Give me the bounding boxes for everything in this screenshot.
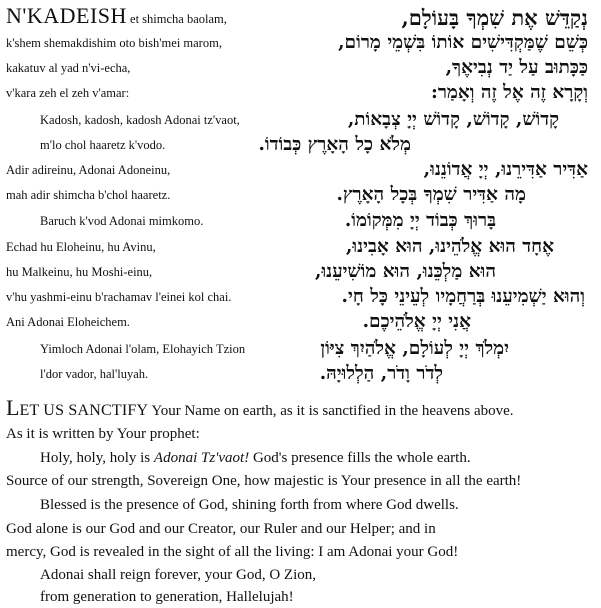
transliteration: l'dor vador, hal'luyah. — [40, 367, 149, 381]
kedushah-line-3 — [0, 56, 601, 81]
kedushah-line-15 — [0, 362, 601, 387]
kedushah-line-6 — [0, 133, 601, 158]
transliteration: hu Malkeinu, hu Moshi-einu, — [6, 265, 153, 279]
transliteration: kakatuv al yad n'vi-echa, — [6, 61, 131, 75]
kedushah-line-8 — [0, 183, 601, 208]
transliteration: Echad hu Eloheinu, hu Avinu, — [6, 240, 156, 254]
transliteration: Kadosh, kadosh, kadosh Adonai tz'vaot, — [40, 113, 240, 127]
kedushah-line-9 — [0, 209, 601, 234]
kedushah-line-5 — [0, 108, 601, 133]
transliteration: k'shem shemakdishim oto bish'mei marom, — [6, 36, 222, 50]
hebrew-text: יִמְלֹךְ יְיָ לְעוֹלָם, אֱלֹהַיִךְ צִיּוֹן — [320, 338, 509, 359]
kedushah-line-10 — [0, 235, 601, 260]
drop-cap: L — [6, 395, 20, 420]
hebrew-text: כַּכָּתוּב עַל יַד נְבִיאֶךָ, — [445, 57, 588, 78]
hebrew-text: לְדֹר וָדֹר, הַלְלוּיָהּ. — [319, 363, 443, 384]
english-line-5: Blessed is the presence of God, shining forth from where God dwells. — [40, 497, 459, 513]
kedushah-line-2 — [0, 31, 601, 56]
english-line-2: As it is written by Your prophet: — [6, 426, 200, 442]
english-line-3: Holy, holy, holy is Adonai Tz'vaot! God's presence fills the whole earth. — [40, 450, 471, 466]
hebrew-text: אֲנִי יְיָ אֱלֹהֵיכֶם. — [362, 311, 471, 332]
hebrew-text: מְלֹא כָל הָאָרֶץ כְּבוֹדוֹ. — [258, 134, 411, 155]
kedushah-line-7 — [0, 158, 601, 183]
kedushah-line-11 — [0, 260, 601, 285]
hebrew-text: קָדוֹשׁ, קָדוֹשׁ, קָדוֹשׁ יְיָ צְבָאוֹת, — [347, 109, 559, 130]
english-line-8: Adonai shall reign forever, your God, O Zion, — [40, 567, 316, 583]
small-caps-heading: ET US SANCTIFY — [19, 402, 149, 419]
kedushah-line-4 — [0, 81, 601, 106]
transliteration: Baruch k'vod Adonai mimkomo. — [40, 214, 204, 228]
english-line-7: mercy, God is revealed in the sight of all the living: I am Adonai your God! — [6, 544, 459, 560]
hebrew-text: כְּשֵׁם שֶׁמַּקְדִּישִׁים אוֹתוֹ בִּשְׁמֵי מָרוֹם, — [338, 32, 588, 53]
transliteration: Ani Adonai Eloheichem. — [6, 315, 130, 329]
english-line-4: Source of our strength, Sovereign One, how majestic is Your presence in all the earth! — [6, 473, 522, 489]
english-line-1: LET US SANCTIFY Your Name on earth, as it is sanctified in the heavens above. — [6, 395, 514, 420]
hebrew-text: וְהוּא יַשְׁמִיעֵנוּ בְּרַחֲמָיו לְעֵינֵי כָּל חָי. — [341, 286, 585, 307]
kedushah-line-1 — [0, 3, 601, 31]
transliteration: m'lo chol haaretz k'vodo. — [40, 138, 166, 152]
transliteration: N'KADEISH et shimcha baolam, — [6, 3, 227, 28]
emphasis: Adonai Tz'vaot! — [153, 450, 250, 466]
hebrew-text: וְקָרָא זֶה אֶל זֶה וְאָמַר: — [431, 82, 588, 103]
kedushah-line-13 — [0, 310, 601, 335]
hebrew-text: הוּא מַלְכֵּנוּ, הוּא מוֹשִׁיעֵנוּ, — [315, 261, 496, 282]
english-line-9: from generation to generation, Hallelujah! — [40, 589, 294, 605]
kedushah-line-14 — [0, 337, 601, 362]
transliteration: Yimloch Adonai l'olam, Elohayich Tzion — [40, 342, 246, 356]
english-line-6: God alone is our God and our Creator, our Ruler and our Helper; and in — [6, 521, 436, 537]
transliteration: mah adir shimcha b'chol haaretz. — [6, 188, 171, 202]
kedushah-line-12 — [0, 285, 601, 310]
hebrew-text: אַדִּיר אַדִּירֵנוּ, יְיָ אֲדוֹנֵנוּ, — [423, 159, 588, 180]
hebrew-text: מָה אַדִּיר שִׁמְךָ בְּכָל הָאָרֶץ. — [336, 184, 526, 205]
transliteration: Adir adireinu, Adonai Adoneinu, — [6, 163, 171, 177]
transliteration: v'hu yashmi-einu b'rachamav l'einei kol chai. — [6, 290, 232, 304]
hebrew-text: בָּרוּךְ כְּבוֹד יְיָ מִמְּקוֹמוֹ. — [344, 210, 496, 231]
transliteration: v'kara zeh el zeh v'amar: — [6, 86, 130, 100]
hebrew-text: נְקַדֵּשׁ אֶת שִׁמְךָ בָּעוֹלָם, — [401, 5, 588, 30]
hebrew-text: אֶחָד הוּא אֱלֹהֵינוּ, הוּא אָבִינוּ, — [345, 236, 554, 257]
transliteration-opening-word: N'KADEISH — [6, 3, 127, 28]
